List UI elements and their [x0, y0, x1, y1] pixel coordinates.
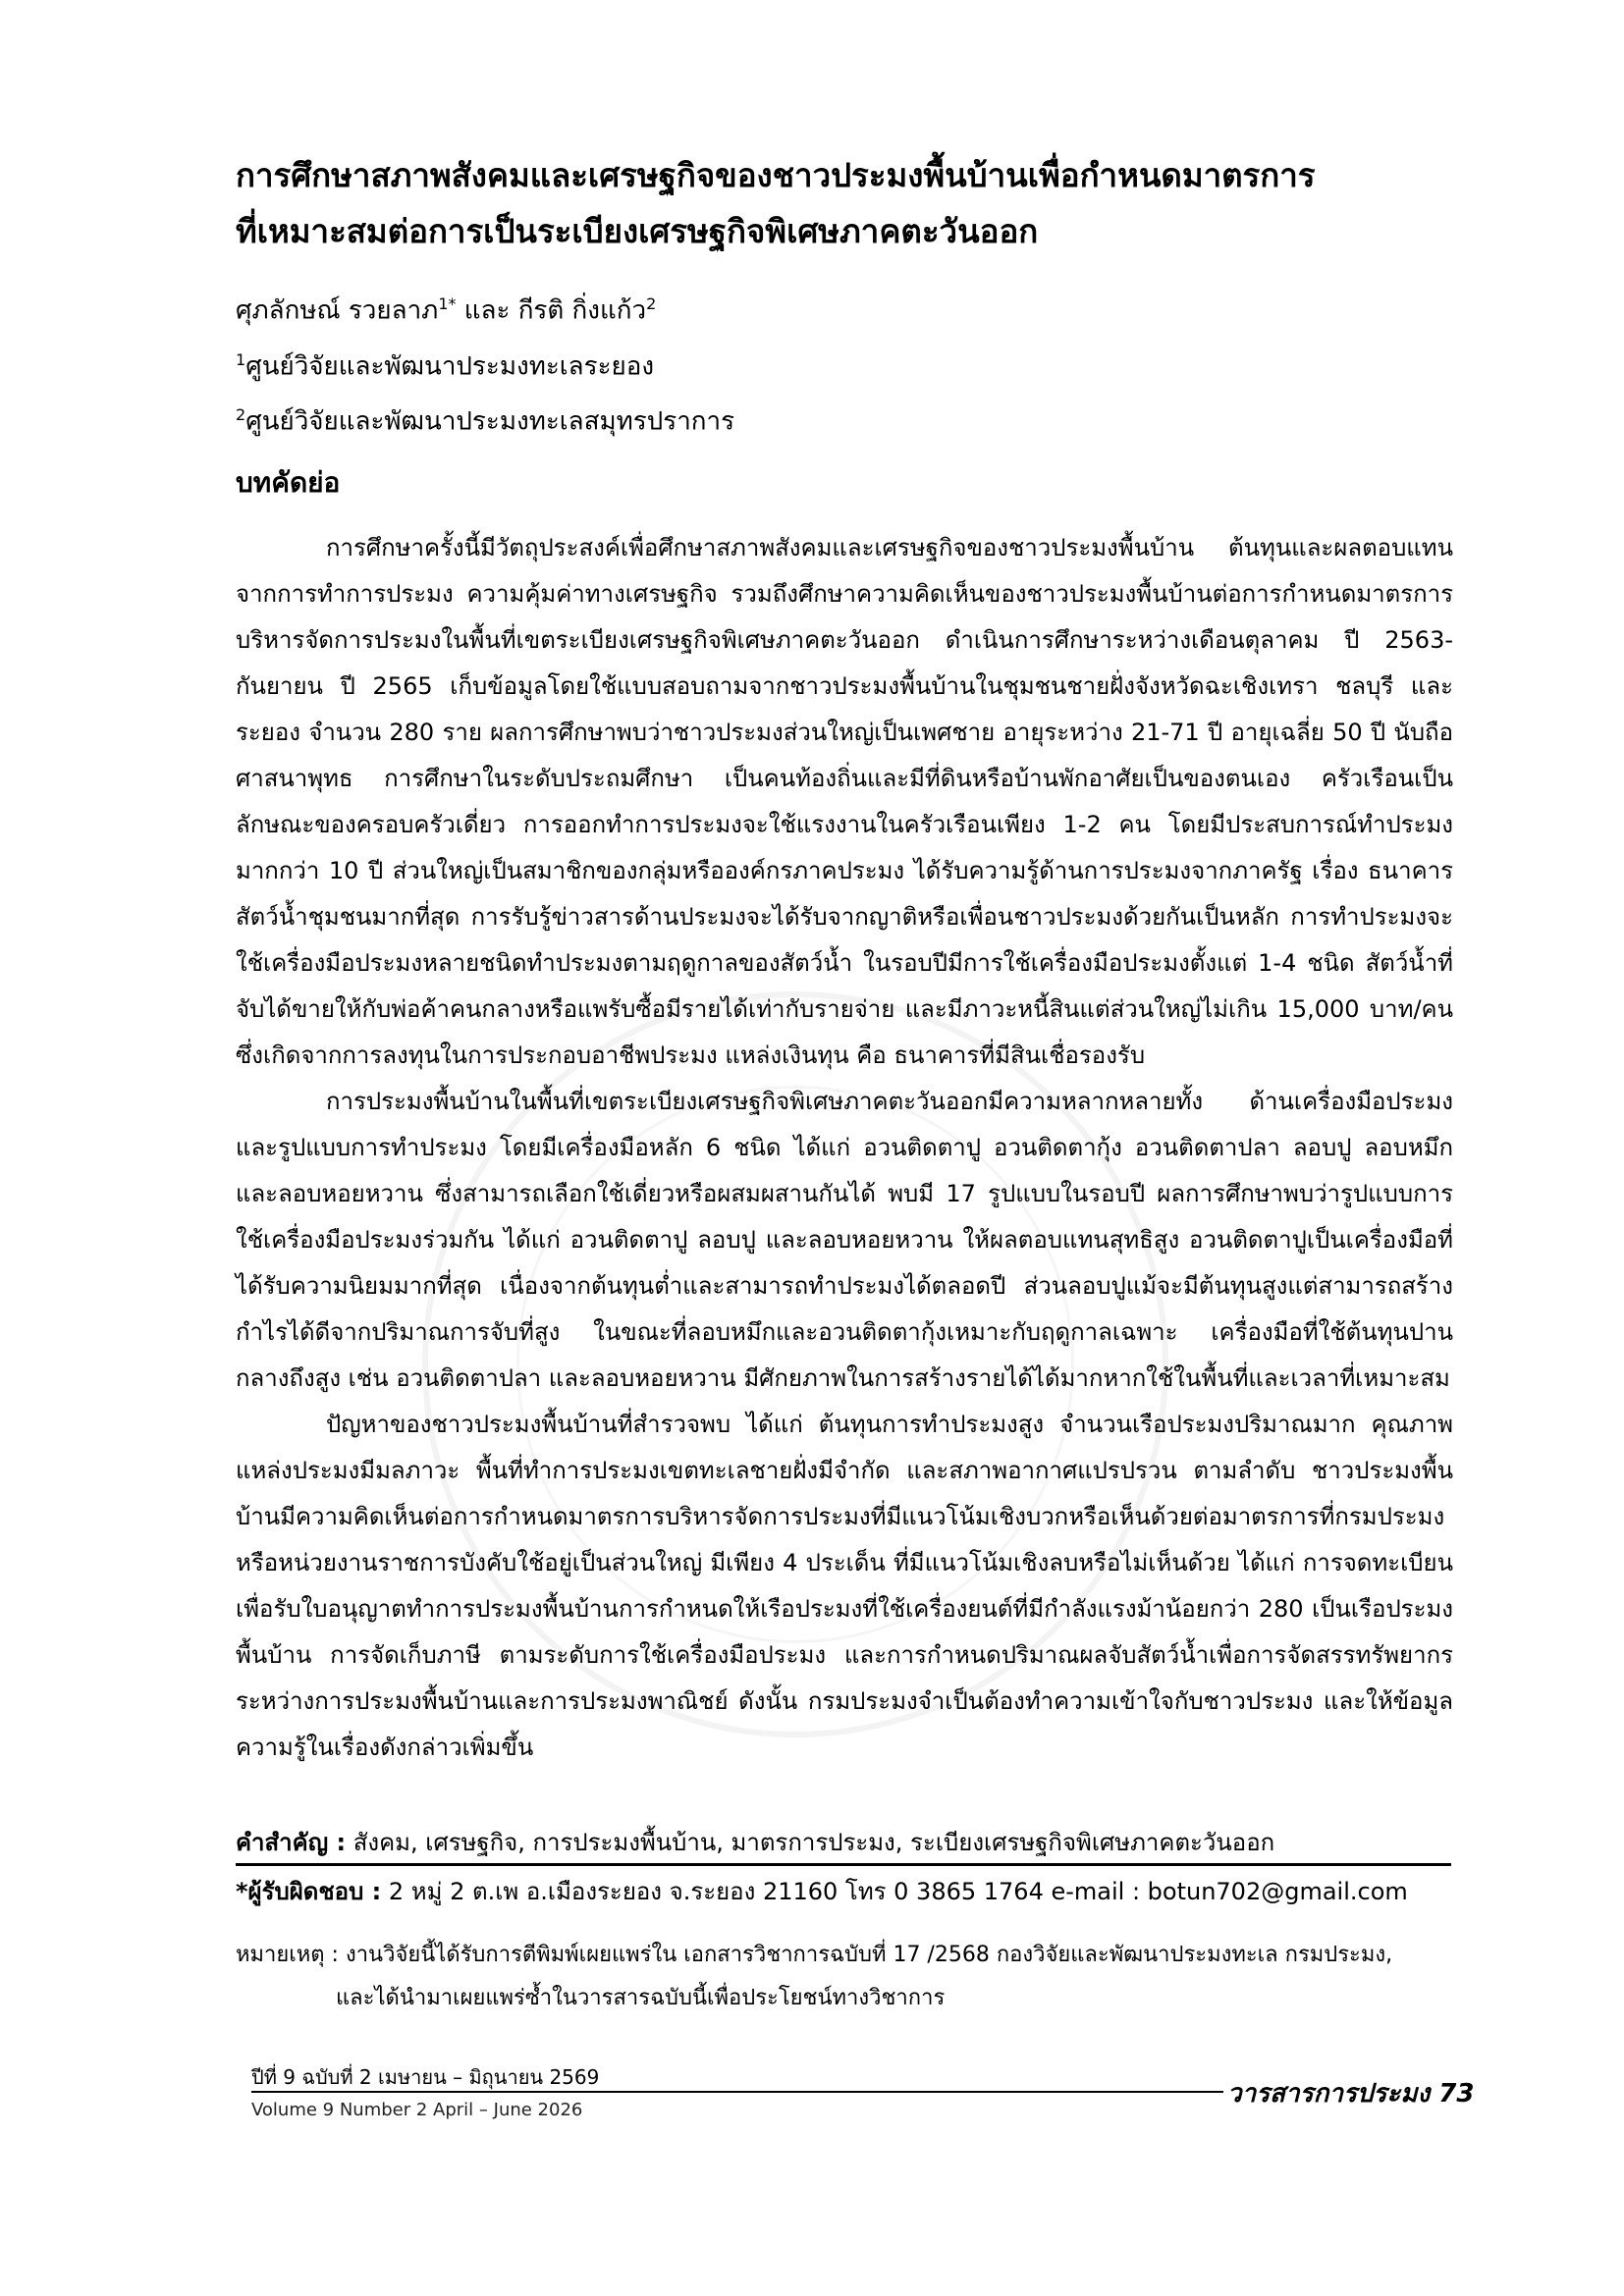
- paper-title: [236, 147, 1453, 259]
- keywords: [236, 1826, 1453, 1859]
- note-line-2: และได้นำมาเผยแพร่ซ้ำในวารสารฉบับนี้เพื่อประโยชน์ทางวิชาการ: [336, 1986, 946, 2010]
- affiliation-1: [236, 336, 734, 392]
- corresponding-text: 2 หมู่ 2 ต.เพ อ.เมืองระยอง จ.ระยอง 21160 โทร 0 3865 1764 e-mail : botun702@gmail.com: [381, 1878, 1408, 1905]
- footer-rule: [251, 2091, 1223, 2093]
- issue-thai: ปีที่ 9 ฉบับที่ 2 เมษายน – มิถุนายน 2569: [251, 2065, 600, 2089]
- abstract-paragraph-3: ปัญหาของชาวประมงพื้นบ้านที่สำรวจพบ ได้แก่ ต้นทุนการทำประมงสูง จำนวนเรือประมงปริมาณมาก คุณภาพแหล่งประมงมีมลภาวะ พื้นที่ทำการประมงเขตทะเลชายฝั่งมีจำกัด และสภาพอากาศแปรปรวน ตามลำดับ ชาวประมงพื้นบ้านมีความคิดเห็นต่อการกำหนดมาตรการบริหารจัดการประมงที่มีแนวโน้มเชิงบวกหรือเห็นด้วยต่อมาตรการที่กรมประมงหรือหน่วยงานราชการบังคับใช้อยู่เป็นส่วนใหญ่ มีเพียง 4 ประเด็น ที่มีแนวโน้มเชิงลบหรือไม่เห็นด้วย ได้แก่ การจดทะเบียนเพื่อรับใบอนุญาตทำการประมงพื้นบ้านการกำหนดให้เรือประมงที่ใช้เครื่องยนต์ที่มีกำลังแรงม้าน้อยกว่า 280 เป็นเรือประมงพื้นบ้าน การจัดเก็บภาษี ตามระดับการใช้เครื่องมือประมง และการกำหนดปริมาณผลจับสัตว์น้ำเพื่อการจัดสรรทรัพยากรระหว่างการประมงพื้นบ้านและการประมงพาณิชย์ ดังนั้น กรมประมงจำเป็นต้องทำความเข้าใจกับชาวประมง และให้ข้อมูลความรู้ในเรื่องดังกล่าวเพิ่มขึ้น: [236, 1411, 1453, 1761]
- abstract-heading: บทคัดย่อ: [236, 466, 341, 499]
- author-1-name: ศุภลักษณ์ รวยลาภ: [236, 295, 439, 326]
- note-line-1: หมายเหตุ : งานวิจัยนี้ได้รับการตีพิมพ์เผยแพร่ใน เอกสารวิชาการฉบับที่ 17 /2568 กองวิจัยและพัฒนาประมงทะเล กรมประมง,: [236, 1943, 1393, 1967]
- author-2-mark: 2: [646, 294, 657, 313]
- corresponding-label: *ผู้รับผิดชอบ :: [236, 1878, 382, 1905]
- corresponding-author: [236, 1875, 1453, 1908]
- affiliation-2-mark: 2: [236, 405, 246, 425]
- keywords-text: สังคม, เศรษฐกิจ, การประมงพื้นบ้าน, มาตรการประมง, ระเบียงเศรษฐกิจพิเศษภาคตะวันออก: [346, 1829, 1275, 1856]
- affiliation-2-text: ศูนย์วิจัยและพัฒนาประมงทะเลสมุทรปราการ: [245, 406, 735, 437]
- affiliation-1-mark: 1: [236, 349, 246, 369]
- publication-note: [236, 1934, 1512, 2020]
- journal-name-page-number: วารสารการประมง 73: [1227, 2079, 1475, 2109]
- divider-line: [236, 1863, 1451, 1866]
- author-2-name: กีรติ กิ่งแก้ว: [517, 295, 647, 326]
- title-line-1: การศึกษาสภาพสังคมและเศรษฐกิจของชาวประมงพื้นบ้านเพื่อกำหนดมาตรการ: [236, 156, 1316, 194]
- author-block: [236, 280, 734, 447]
- title-line-2: ที่เหมาะสมต่อการเป็นระเบียงเศรษฐกิจพิเศษภาคตะวันออก: [236, 212, 1039, 250]
- author-line: [236, 280, 734, 336]
- abstract-paragraph-2: การประมงพื้นบ้านในพื้นที่เขตระเบียงเศรษฐกิจพิเศษภาคตะวันออกมีความหลากหลายทั้ง ด้านเครื่องมือประมงและรูปแบบการทำประมง โดยมีเครื่องมือหลัก 6 ชนิด ได้แก่ อวนติดตาปู อวนติดตากุ้ง อวนติดตาปลา ลอบปู ลอบหมึก และลอบหอยหวาน ซึ่งสามารถเลือกใช้เดี่ยวหรือผสมผสานกันได้ พบมี 17 รูปแบบในรอบปี ผลการศึกษาพบว่ารูปแบบการใช้เครื่องมือประมงร่วมกัน ได้แก่ อวนติดตาปู ลอบปู และลอบหอยหวาน ให้ผลตอบแทนสุทธิสูง อวนติดตาปูเป็นเครื่องมือที่ได้รับความนิยมมากที่สุด เนื่องจากต้นทุนต่ำและสามารถทำประมงได้ตลอดปี ส่วนลอบปูแม้จะมีต้นทุนสูงแต่สามารถสร้างกำไรได้ดีจากปริมาณการจับที่สูง ในขณะที่ลอบหมึกและอวนติดตากุ้งเหมาะกับฤดูกาลเฉพาะ เครื่องมือที่ใช้ต้นทุนปานกลางถึงสูง เช่น อวนติดตาปลา และลอบหอยหวาน มีศักยภาพในการสร้างรายได้ได้มากหากใช้ในพื้นที่และเวลาที่เหมาะสม: [236, 1088, 1453, 1392]
- author-1-mark: 1*: [438, 294, 457, 313]
- author-conjunction: และ: [456, 295, 518, 326]
- abstract-paragraph-1: การศึกษาครั้งนี้มีวัตถุประสงค์เพื่อศึกษาสภาพสังคมและเศรษฐกิจของชาวประมงพื้นบ้าน ต้นทุนและผลตอบแทนจากการทำการประมง ความคุ้มค่าทางเศรษฐกิจ รวมถึงศึกษาความคิดเห็นของชาวประมงพื้นบ้านต่อการกำหนดมาตรการบริหารจัดการประมงในพื้นที่เขตระเบียงเศรษฐกิจพิเศษภาคตะวันออก ดำเนินการศึกษาระหว่างเดือนตุลาคม ปี 2563-กันยายน ปี 2565 เก็บข้อมูลโดยใช้แบบสอบถามจากชาวประมงพื้นบ้านในชุมชนชายฝั่งจังหวัดฉะเชิงเทรา ชลบุรี และระยอง จำนวน 280 ราย ผลการศึกษาพบว่าชาวประมงส่วนใหญ่เป็นเพศชาย อายุระหว่าง 21-71 ปี อายุเฉลี่ย 50 ปี นับถือศาสนาพุทธ การศึกษาในระดับประถมศึกษา เป็นคนท้องถิ่นและมีที่ดินหรือบ้านพักอาศัยเป็นของตนเอง ครัวเรือนเป็นลักษณะของครอบครัวเดี่ยว การออกทำการประมงจะใช้แรงงานในครัวเรือนเพียง 1-2 คน โดยมีประสบการณ์ทำประมงมากกว่า 10 ปี ส่วนใหญ่เป็นสมาชิกของกลุ่มหรือองค์กรภาคประมง ได้รับความรู้ด้านการประมงจากภาครัฐ เรื่อง ธนาคารสัตว์น้ำชุมชนมากที่สุด การรับรู้ข่าวสารด้านประมงจะได้รับจากญาติหรือเพื่อนชาวประมงด้วยกันเป็นหลัก การทำประมงจะใช้เครื่องมือประมงหลายชนิดทำประมงตามฤดูกาลของสัตว์น้ำ ในรอบปีมีการใช้เครื่องมือประมงตั้งแต่ 1-4 ชนิด สัตว์น้ำที่จับได้ขายให้กับพ่อค้าคนกลางหรือแพรับซื้อมีรายได้เท่ากับรายจ่าย และมีภาวะหนี้สินแต่ส่วนใหญ่ไม่เกิน 15,000 บาท/คน ซึ่งเกิดจากการลงทุนในการประกอบอาชีพประมง แหล่งเงินทุน คือ ธนาคารที่มีสินเชื่อรองรับ: [236, 534, 1453, 1069]
- abstract-body: [236, 525, 1453, 1771]
- issue-english: Volume 9 Number 2 April – June 2026: [251, 2100, 583, 2120]
- keywords-label: คำสำคัญ :: [236, 1829, 347, 1856]
- affiliation-1-text: ศูนย์วิจัยและพัฒนาประมงทะเลระยอง: [245, 351, 655, 382]
- affiliation-2: [236, 391, 734, 447]
